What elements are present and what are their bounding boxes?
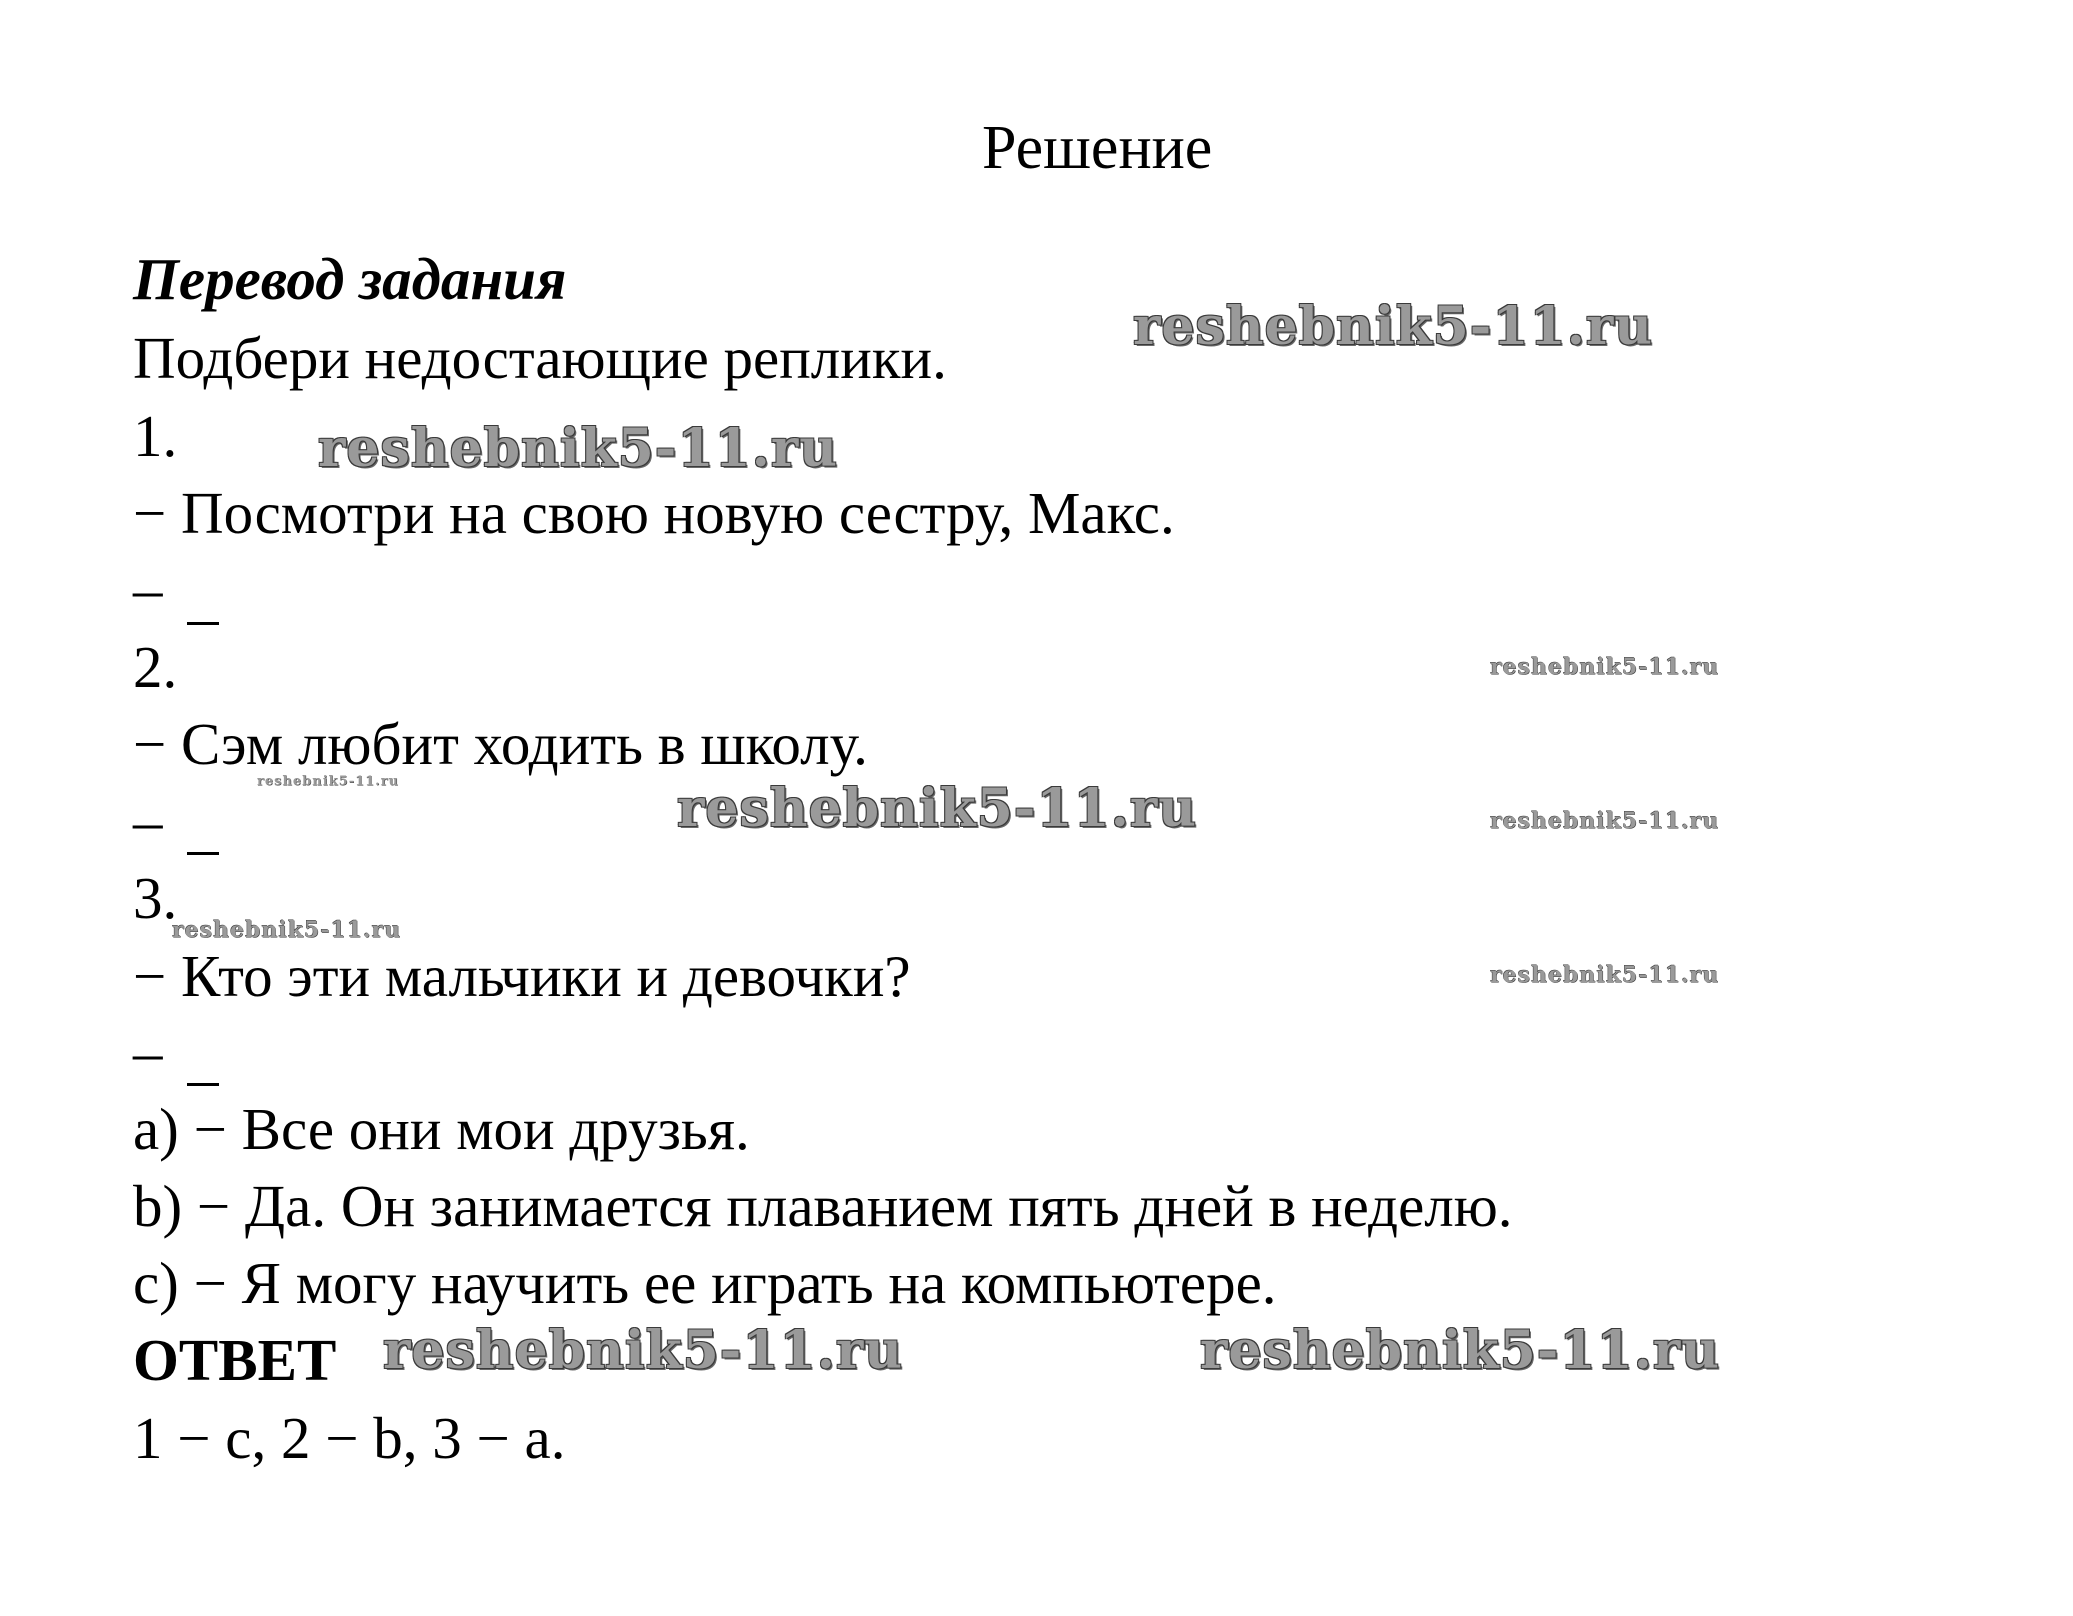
page-title: Решение: [982, 114, 1213, 182]
item-1-blank-line: [187, 622, 219, 625]
item-2-number: 2.: [133, 634, 178, 700]
watermark-logo: reshebnik5-11.ru: [1200, 1320, 1721, 1381]
watermark-logo: reshebnik5-11.ru: [383, 1320, 904, 1381]
item-3-prompt: − Кто эти мальчики и девочки?: [133, 943, 911, 1009]
option-b: b) − Да. Он занимается плаванием пять дней в неделю.: [133, 1173, 1513, 1239]
watermark-logo: reshebnik5-11.ru: [1490, 654, 1720, 680]
watermark-logo: reshebnik5-11.ru: [1490, 808, 1720, 834]
item-3-blank-dash: –: [133, 1019, 163, 1085]
item-3-blank-line: [187, 1083, 219, 1086]
item-2-prompt: − Сэм любит ходить в школу.: [133, 711, 868, 777]
item-1-blank-dash: –: [133, 556, 163, 622]
item-3-number: 3.: [133, 865, 178, 931]
answer-heading: ОТВЕТ: [133, 1327, 337, 1393]
watermark-logo: reshebnik5-11.ru: [1133, 296, 1654, 357]
instruction-text: Подбери недостающие реплики.: [133, 325, 947, 391]
answer-text: 1 − c, 2 − b, 3 − a.: [133, 1405, 566, 1471]
section-heading: Перевод задания: [133, 246, 567, 312]
item-2-blank-dash: –: [133, 788, 163, 854]
item-1-number: 1.: [133, 403, 178, 469]
option-a: a) − Все они мои друзья.: [133, 1096, 750, 1162]
item-2-blank-line: [187, 852, 219, 855]
watermark-logo: reshebnik5-11.ru: [318, 418, 839, 479]
item-1-prompt: − Посмотри на свою новую сестру, Макс.: [133, 480, 1175, 546]
watermark-logo: reshebnik5-11.ru: [257, 774, 400, 789]
option-c: c) − Я могу научить ее играть на компьютере.: [133, 1250, 1277, 1316]
watermark-logo: reshebnik5-11.ru: [1490, 962, 1720, 988]
watermark-logo: reshebnik5-11.ru: [677, 778, 1198, 839]
watermark-logo: reshebnik5-11.ru: [172, 917, 402, 943]
